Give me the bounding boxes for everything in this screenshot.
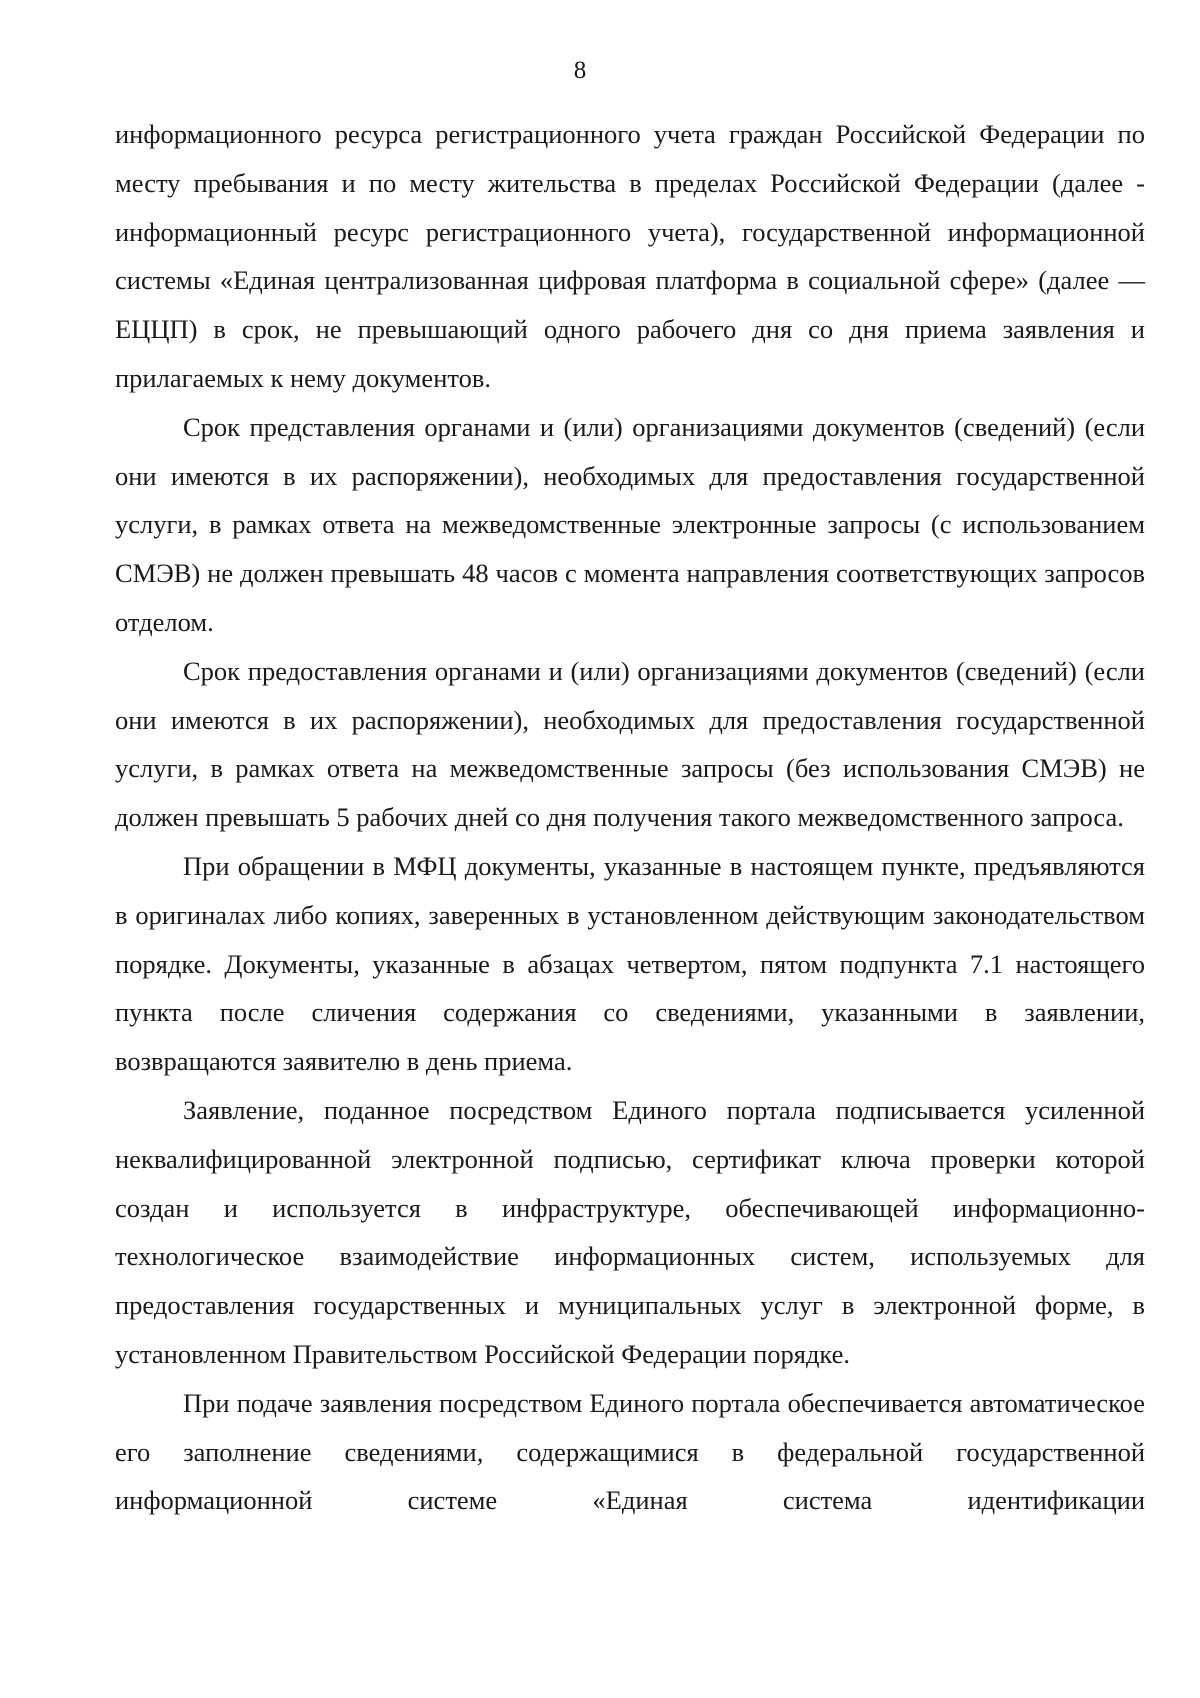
paragraph-mfc-documents: При обращении в МФЦ документы, указанные в настоящем пункте, предъявляются в оригиналах либо копиях, заверенных в установленном действующим законодательством порядке. Документы, указанные в абзацах четвертом, пятом подпункта 7.1 настоящего пункта после сличения содержания со сведениями, указанными в заявлении, возвращаются заявителю в день приема. [115,850,1145,1077]
paragraph-electronic-signature: Заявление, поданное посредством Единого портала подписывается усиленной неквалифицированной электронной подписью, сертификат ключа проверки которой создан и используется в инфраструктуре, обеспечивающей информационно-технологическое взаимодействие информационных систем, используемых для предоставления государственных и муниципальных услуг в электронной форме, в установленном Правительством Российской Федерации порядке. [115,1094,1145,1369]
document-body [115,110,1145,1525]
paragraph-non-smev-deadline: Срок предоставления органами и (или) организациями документов (сведений) (если они имеются в их распоряжении), необходимых для предоставления государственной услуги, в рамках ответа на межведомственные запросы (без использования СМЭВ) не должен превышать 5 рабочих дней со дня получения такого межведомственного запроса. [115,655,1145,833]
paragraph-continuation: информационного ресурса регистрационного учета граждан Российской Федерации по месту пребывания и по месту жительства в пределах Российской Федерации (далее - информационный ресурс регистрационного учета), государственной информационной системы «Единая централизованная цифровая платформа в социальной сфере» (далее — ЕЦЦП) в срок, не превышающий одного рабочего дня со дня приема заявления и прилагаемых к нему документов. [115,119,1145,393]
page-number: 8 [573,57,587,84]
paragraph-smev-deadline: Срок представления органами и (или) организациями документов (сведений) (если они имеются в их распоряжении), необходимых для предоставления государственной услуги, в рамках ответа на межведомственные электронные запросы (с использованием СМЭВ) не должен превышать 48 часов с момента направления соответствующих запросов отделом. [115,411,1145,637]
paragraph-autofill: При подаче заявления посредством Единого портала обеспечивается автоматическое его заполнение сведениями, содержащимися в федеральной государственной информационной системе «Единая система идентификации [115,1387,1145,1516]
